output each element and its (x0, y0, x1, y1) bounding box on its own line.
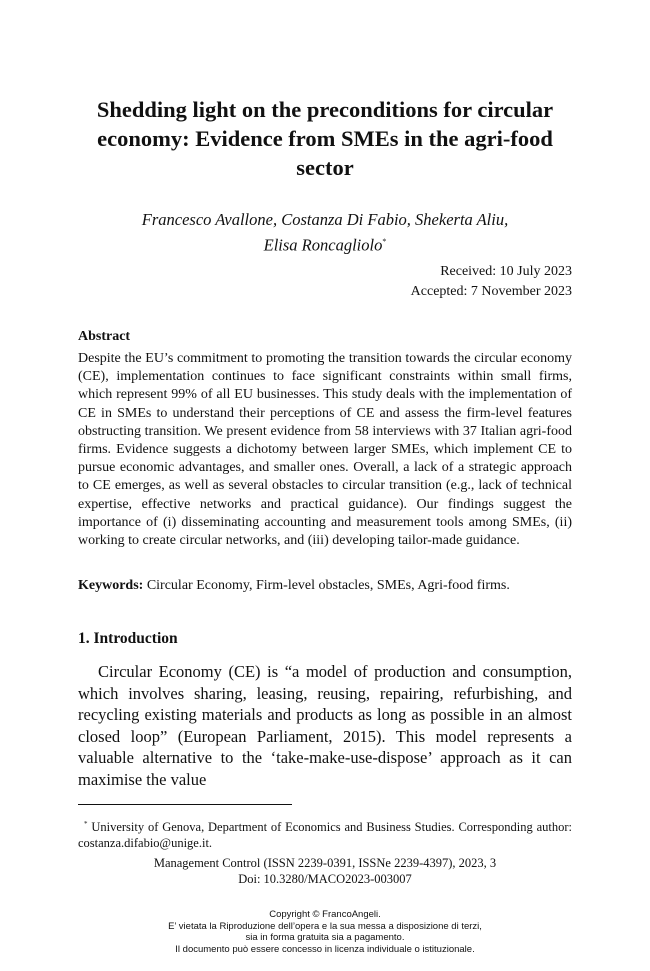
copyright-notice (78, 909, 572, 955)
journal-info (78, 855, 572, 887)
accepted-date: Accepted: 7 November 2023 (410, 284, 572, 299)
keywords-label: Keywords: (78, 578, 144, 593)
paper-title (70, 95, 580, 182)
authors-line: Francesco Avallone, Costanza Di Fabio, Shekerta Aliu, (141, 210, 509, 229)
footnote-text: University of Genova, Department of Economics and Business Studies. Corresponding author: costanza.difabio@unige.it. (78, 820, 572, 851)
abstract-text: Despite the EU’s commitment to promoting the transition towards the circular economy (CE), implementation continues to face significant constraints within small firms, which represent 99% of all EU businesses. This study deals with the implementation of CE in SMEs to understand their perceptions of CE and assess the firm-level features obstructing transition. We present evidence from 58 interviews with 37 Italian agri-food firms. Evidence suggests a dichotomy between larger SMEs, which implement CE to pursue economic advantages, and smaller ones. Overall, a lack of a strategic approach to CE emerges, as well as several obstacles to circular transition (e.g., lack of technical expertise, effective networks and practical guidance). Our findings suggest the importance of (i) disseminating accounting and measurement tools among SMEs, (ii) working to create circular networks, and (iii) developing tailor-made guidance. (78, 351, 572, 549)
authors-line (70, 231, 580, 257)
submission-dates (411, 262, 572, 302)
footnote (78, 816, 572, 851)
footnote-divider (78, 804, 292, 805)
received-date: Received: 10 July 2023 (440, 264, 572, 279)
section-heading: 1. Introduction (78, 630, 178, 647)
keywords (78, 577, 572, 595)
doi-line: Doi: 10.3280/MACO2023-003007 (238, 872, 412, 886)
author-name: Elisa Roncagliolo (263, 235, 383, 255)
copyright-line: Copyright © FrancoAngeli. (269, 909, 381, 920)
abstract-heading: Abstract (78, 329, 131, 344)
copyright-line: E’ vietata la Riproduzione dell’opera e la sua messa a disposizione di terzi, (168, 920, 482, 932)
journal-line: Management Control (ISSN 2239-0391, ISSNe 2239-4397), 2023, 3 (153, 856, 497, 870)
introduction-paragraph: Circular Economy (CE) is “a model of production and consumption, which involves sharing, leasing, reusing, repairing, refurbishing, and recycling existing materials and products as long as possible in an almost closed loop” (European Parliament, 2015). This model represents a valuable alternative to the ‘take-make-use-dispose’ approach as it can maximise the value (78, 662, 572, 789)
copyright-line: Il documento può essere concesso in licenza individuale o istituzionale. (175, 943, 475, 955)
keywords-text: Circular Economy, Firm-level obstacles, SMEs, Agri-food firms. (143, 578, 510, 593)
authors (70, 209, 580, 257)
footnote-mark: * (84, 820, 88, 828)
copyright-line: sia in forma gratuita sia a pagamento. (245, 932, 405, 943)
title-line: Shedding light on the preconditions for circular (96, 97, 554, 122)
title-line: sector (296, 155, 354, 180)
title-line: economy: Evidence from SMEs in the agri-food (97, 126, 553, 151)
author-footnote-mark: * (382, 237, 387, 246)
